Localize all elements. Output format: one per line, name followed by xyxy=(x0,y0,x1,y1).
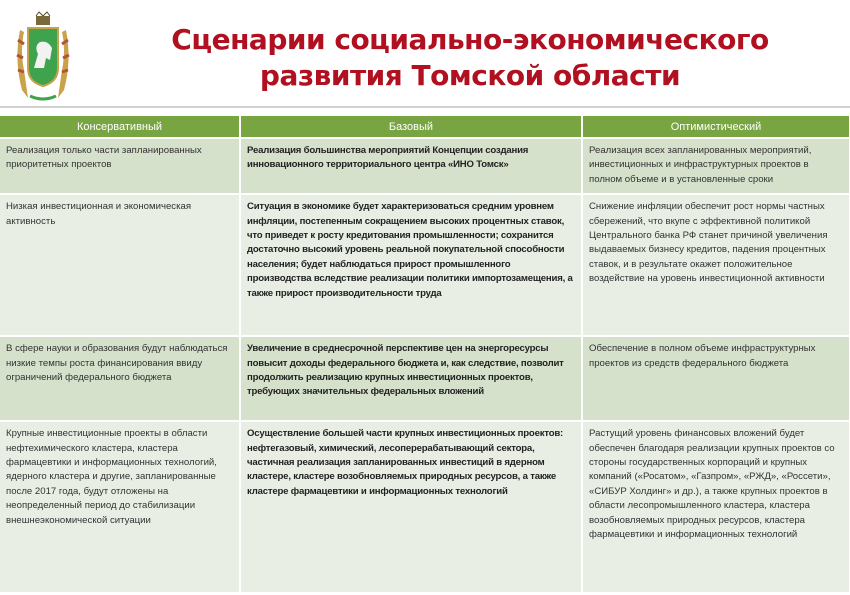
cell-optimistic: Реализация всех запланированных мероприятий, инвестиционных и инфраструктурных проектов в полном объеме и в установленные сроки xyxy=(582,138,850,194)
cell-conservative: Низкая инвестиционная и экономическая активность xyxy=(0,194,240,336)
tomsk-coat-of-arms-emblem xyxy=(14,10,72,102)
cell-optimistic: Растущий уровень финансовых вложений будет обеспечен благодаря реализации крупных проектов со стороны государственных корпораций и крупных компаний («Росатом», «Газпром», «РЖД», «Россети», «СИБУР Холдинг» и др.), а также крупных проектов в области лесопромышленного кластера, кластера возобновляемых природных ресурсов, кластера фармацевтики и информационных технологий xyxy=(582,421,850,593)
page-title xyxy=(140,22,800,94)
title-line-1: Сценарии социально-экономического xyxy=(171,23,769,56)
table-header-row xyxy=(0,116,850,138)
cell-conservative: Реализация только части запланированных приоритетных проектов xyxy=(0,138,240,194)
cell-optimistic: Обеспечение в полном объеме инфраструктурных проектов из средств федерального бюджета xyxy=(582,336,850,421)
cell-conservative: Крупные инвестиционные проекты в области нефтехимического кластера, кластера фармацевтики и информационных технологий, ядерного кластера и другие, запланированные после 2017 года, будут отложены на неопределенный период до стабилизации внешнеэкономической ситуации xyxy=(0,421,240,593)
cell-base: Ситуация в экономике будет характеризоваться средним уровнем инфляции, постепенным сокращением высоких процентных ставок, что приведет к росту кредитования промышленности; сохранится достаточно высокий уровень реальной покупательной способности населения; будет наблюдаться прирост промышленного производства вследствие реализации политики импортозамещения, а также прирост производительности труда xyxy=(240,194,582,336)
table-row xyxy=(0,138,850,194)
cell-optimistic: Снижение инфляции обеспечит рост нормы частных сбережений, что вкупе с эффективной политикой Центрального банка РФ станет причиной увеличения выдаваемых бизнесу кредитов, падения процентных ставок, и в результате окажет положительное воздействие на уровень инвестиционной активности xyxy=(582,194,850,336)
cell-base: Осуществление большей части крупных инвестиционных проектов: нефтегазовый, химический, лесоперерабатывающий сектора, частичная реализация запланированных инвестиций в ядерном кластере, кластере возобновляемых природных ресурсов, а также кластере фармацевтики и информационных технологий xyxy=(240,421,582,593)
table-row xyxy=(0,421,850,593)
table-row xyxy=(0,194,850,336)
scenarios-table xyxy=(0,116,850,594)
table-row xyxy=(0,336,850,421)
header-conservative: Консервативный xyxy=(0,116,240,138)
cell-base: Увеличение в среднесрочной перспективе цен на энергоресурсы повысит доходы федерального бюджета и, как следствие, позволит продолжить реализацию крупных инвестиционных проектов, требующих значительных федеральных вложений xyxy=(240,336,582,421)
title-line-2: развития Томской области xyxy=(259,59,681,92)
cell-base: Реализация большинства мероприятий Концепции создания инновационного территориального центра «ИНО Томск» xyxy=(240,138,582,194)
header-optimistic: Оптимистический xyxy=(582,116,850,138)
header-base: Базовый xyxy=(240,116,582,138)
title-divider xyxy=(0,106,850,108)
cell-conservative: В сфере науки и образования будут наблюдаться низкие темпы роста финансирования ввиду ограничений федерального бюджета xyxy=(0,336,240,421)
